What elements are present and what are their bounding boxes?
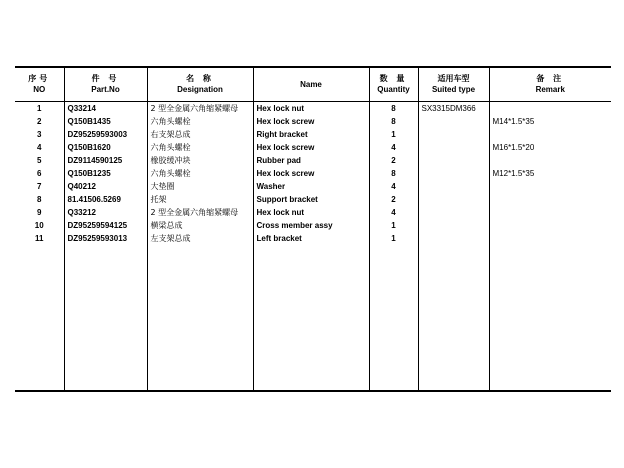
table-body [15, 101, 611, 392]
cell-quantity: 8 [369, 167, 418, 180]
cell-part-no: Q33212 [64, 206, 147, 219]
cell-name: Hex lock nut [253, 101, 369, 115]
empty-cell [489, 245, 611, 392]
table-row [15, 167, 611, 180]
cell-designation: 2 型全金属六角缩紧螺母 [147, 206, 253, 219]
table-row [15, 180, 611, 193]
cell-quantity: 4 [369, 141, 418, 154]
cell-designation: 六角头螺栓 [147, 115, 253, 128]
cell-no: 7 [37, 181, 42, 191]
cell-part-no: 81.41506.5269 [64, 193, 147, 206]
cell-suited-type [418, 128, 489, 141]
table-row [15, 101, 611, 115]
empty-cell [64, 245, 147, 392]
cell-no: 3 [37, 129, 42, 139]
header-remark-en: Remark [535, 85, 565, 95]
header-designation [147, 67, 253, 101]
table-row [15, 154, 611, 167]
cell-name: Cross member assy [253, 219, 369, 232]
cell-no: 9 [37, 207, 42, 217]
cell-name: Washer [253, 180, 369, 193]
cell-remark [489, 232, 611, 245]
cell-name: Support bracket [253, 193, 369, 206]
cell-remark [489, 206, 611, 219]
cell-part-no: Q150B1620 [64, 141, 147, 154]
header-part-no [64, 67, 147, 101]
header-quantity-cn: 数 量 [379, 74, 408, 84]
header-no-cn: 序号 [28, 74, 51, 84]
cell-part-no: Q33214 [64, 101, 147, 115]
table-row [15, 219, 611, 232]
table-row [15, 128, 611, 141]
cell-designation: 托架 [147, 193, 253, 206]
cell-quantity: 8 [369, 115, 418, 128]
cell-quantity: 2 [369, 154, 418, 167]
parts-list-sheet [15, 66, 611, 392]
cell-designation: 右支架总成 [147, 128, 253, 141]
cell-quantity: 4 [369, 206, 418, 219]
cell-name: Hex lock screw [253, 167, 369, 180]
cell-remark [489, 101, 611, 115]
parts-table [15, 66, 611, 392]
cell-no: 11 [35, 233, 44, 243]
cell-suited-type [418, 167, 489, 180]
cell-quantity: 8 [369, 101, 418, 115]
cell-suited-type [418, 232, 489, 245]
cell-remark [489, 180, 611, 193]
header-name-en: Name [300, 79, 322, 89]
empty-cell [369, 245, 418, 392]
table-row [15, 115, 611, 128]
cell-suited-type [418, 154, 489, 167]
cell-suited-type [418, 115, 489, 128]
header-quantity [369, 67, 418, 101]
cell-quantity: 1 [369, 219, 418, 232]
cell-quantity: 1 [369, 128, 418, 141]
cell-no: 2 [37, 116, 42, 126]
cell-suited-type [418, 141, 489, 154]
cell-designation: 六角头螺栓 [147, 141, 253, 154]
table-filler-row [15, 245, 611, 392]
header-quantity-en: Quantity [377, 85, 410, 95]
cell-part-no: DZ95259593013 [64, 232, 147, 245]
header-suited-type-cn: 适用车型 [437, 74, 470, 84]
empty-cell [15, 245, 64, 392]
table-row [15, 141, 611, 154]
cell-name: Right bracket [253, 128, 369, 141]
empty-cell [418, 245, 489, 392]
cell-no: 4 [37, 142, 42, 152]
header-no-en: NO [33, 85, 46, 95]
cell-remark: M16*1.5*20 [489, 141, 611, 154]
cell-part-no: DZ95259594125 [64, 219, 147, 232]
cell-part-no: DZ9114590125 [64, 154, 147, 167]
table-row [15, 232, 611, 245]
cell-name: Hex lock screw [253, 115, 369, 128]
cell-name: Hex lock nut [253, 206, 369, 219]
header-remark [489, 67, 611, 101]
cell-suited-type [418, 180, 489, 193]
cell-part-no: Q150B1235 [64, 167, 147, 180]
cell-remark [489, 154, 611, 167]
cell-suited-type [418, 206, 489, 219]
cell-designation: 左支架总成 [147, 232, 253, 245]
cell-no: 8 [37, 194, 42, 204]
cell-no: 5 [37, 155, 42, 165]
cell-quantity: 4 [369, 180, 418, 193]
cell-designation: 六角头螺栓 [147, 167, 253, 180]
cell-part-no: Q40212 [64, 180, 147, 193]
cell-remark [489, 193, 611, 206]
header-suited-type [418, 67, 489, 101]
cell-name: Rubber pad [253, 154, 369, 167]
cell-no: 10 [34, 220, 44, 230]
cell-name: Left bracket [253, 232, 369, 245]
cell-no: 6 [37, 168, 42, 178]
table-row [15, 193, 611, 206]
header-no [15, 67, 64, 101]
cell-suited-type [418, 193, 489, 206]
cell-suited-type: SX3315DM366 [418, 101, 489, 115]
cell-part-no: DZ95259593003 [64, 128, 147, 141]
empty-cell [147, 245, 253, 392]
bottom-rule [15, 390, 611, 392]
cell-quantity: 1 [369, 232, 418, 245]
cell-suited-type [418, 219, 489, 232]
header-suited-type-en: Suited type [431, 85, 476, 95]
cell-designation: 大垫圈 [147, 180, 253, 193]
cell-part-no: Q150B1435 [64, 115, 147, 128]
header-name [253, 67, 369, 101]
cell-designation: 横梁总成 [147, 219, 253, 232]
header-designation-cn: 名 称 [186, 74, 214, 84]
cell-name: Hex lock screw [253, 141, 369, 154]
table-header-row [15, 67, 611, 101]
cell-quantity: 2 [369, 193, 418, 206]
cell-designation: 橡胶缓冲块 [147, 154, 253, 167]
cell-remark: M12*1.5*35 [489, 167, 611, 180]
cell-remark: M14*1.5*35 [489, 115, 611, 128]
header-part-no-cn: 件 号 [91, 74, 120, 84]
table-row [15, 206, 611, 219]
cell-no: 1 [37, 103, 42, 113]
header-remark-cn: 备 注 [536, 74, 565, 84]
cell-remark [489, 219, 611, 232]
cell-remark [489, 128, 611, 141]
header-part-no-en: Part.No [91, 85, 120, 95]
header-designation-en: Designation [177, 85, 223, 95]
cell-designation: 2 型全金属六角缩紧螺母 [147, 101, 253, 115]
empty-cell [253, 245, 369, 392]
